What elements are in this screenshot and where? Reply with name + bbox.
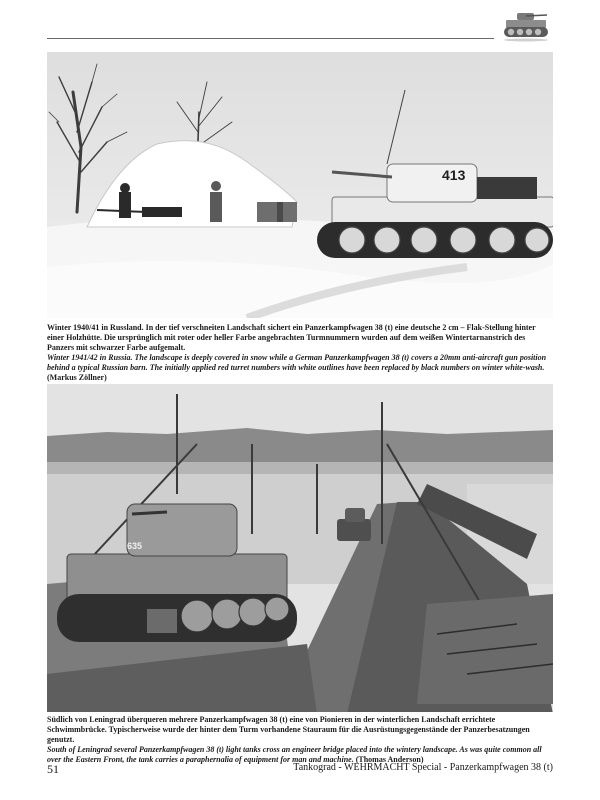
page-number: 51 <box>47 762 59 776</box>
turret-number: 413 <box>442 167 466 183</box>
running-footer-title: Tankograd - WEHRMACHT Special - Panzerkampfwagen 38 (t) <box>293 762 553 773</box>
tank-logo-icon <box>501 8 551 42</box>
caption-2-german: Südlich von Leningrad überqueren mehrere Panzerkampfwagen 38 (t) eine von Pionieren in der winterlichen Landschaft errichtete Schwimmbrücke. Typischerweise wurde der hinter dem Turm vorhandene Stauraum für die Ausrüstungsgegenstände der Panzerbesatzungen genutzt. <box>47 715 530 744</box>
photo-bridge-crossing <box>47 384 553 712</box>
photo-winter-tank <box>47 52 553 318</box>
caption-photo-2 <box>47 715 553 765</box>
header-rule <box>47 38 494 39</box>
hull-number: 635 <box>127 541 143 551</box>
caption-photo-1 <box>47 323 553 383</box>
caption-1-credit: (Markus Zöllner) <box>47 373 107 382</box>
caption-2-english: South of Leningrad several Panzerkampfwagen 38 (t) light tanks cross an engineer bridge placed into the wintery landscape. As was quite common all over the Eastern Front, the tank carries a paraphernalia of equipment for man and machine. <box>47 745 542 764</box>
caption-2-credit: (Thomas Anderson) <box>355 755 424 764</box>
caption-1-german: Winter 1940/41 in Russland. In der tief verschneiten Landschaft sichert ein Panzerkampfwagen 38 (t) eine deutsche 2 cm – Flak-Stellung hinter einer Holzhütte. Die ursprünglich mit roter oder heller Farbe angebrachten Turmnummern wurden auf dem weißen Wintertarnanstrich des Panzers mit schwarzer Farbe aufgemalt. <box>47 323 536 352</box>
caption-1-english: Winter 1941/42 in Russia. The landscape is deeply covered in snow while a German Panzerkampfwagen 38 (t) covers a 20mm anti-aircraft gun position behind a typical Russian barn. The initially applied red turret numbers with white outlines have been replaced by black numbers on winter white-wash. <box>47 353 547 372</box>
